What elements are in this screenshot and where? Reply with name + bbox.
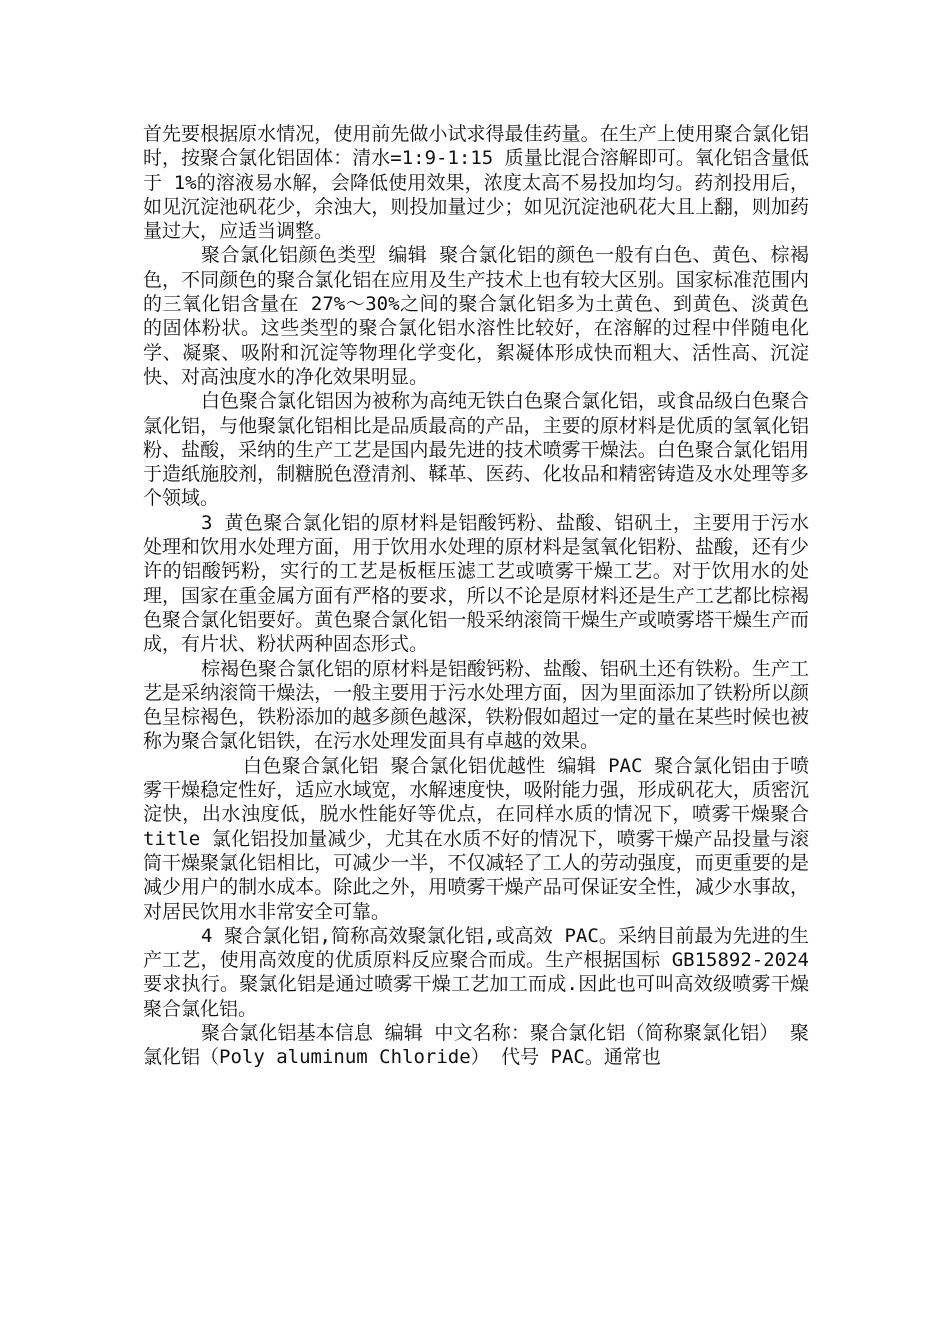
paragraph-dosage: 首先要根据原水情况，使用前先做小试求得最佳药量。在生产上使用聚合氯化铝时，按聚合氯化铝固体：清水=1:9-1:15 质量比混合溶解即可。氧化铝含量低于 1%的溶液易水解，会降低使用效果，浓度太高不易投加均匀。药剂投用后，如见沉淀池矾花少，余浊大，则投加量过少；如见沉淀池矾花大且上翻，则加药量过大，应适当调整。 [143, 123, 809, 243]
paragraph-basic-info: 聚合氯化铝基本信息 编辑 中文名称：聚合氯化铝（简称聚氯化铝） 聚氯化铝（Poly aluminum Chloride） 代号 PAC。通常也 [143, 1021, 809, 1069]
paragraph-white-pac: 白色聚合氯化铝因为被称为高纯无铁白色聚合氯化铝，或食品级白色聚合氯化铝，与他聚氯化铝相比是品质最高的产品，主要的原材料是优质的氢氧化铝粉、盐酸，采纳的生产工艺是国内最先进的技术喷雾干燥法。白色聚合氯化铝用于造纸施胶剂，制糖脱色澄清剂、鞣革、医药、化妆品和精密铸造及水处理等多个领域。 [143, 390, 810, 510]
paragraph-color-types: 聚合氯化铝颜色类型 编辑 聚合氯化铝的颜色一般有白色、黄色、棕褐色，不同颜色的聚合氯化铝在应用及生产技术上也有较大区别。国家标准范围内的三氧化铝含量在 27%～30%之间的聚合氯化铝多为土黄色、到黄色、淡黄色的固体粉状。这些类型的聚合氯化铝水溶性比较好，在溶解的过程中伴随电化学、凝聚、吸附和沉淀等物理化学变化，絮凝体形成快而粗大、活性高、沉淀快、对高浊度水的净化效果明显。 [143, 244, 809, 388]
paragraph-advantages: 白色聚合氯化铝 聚合氯化铝优越性 编辑 PAC 聚合氯化铝由于喷雾干燥稳定性好，适应水域宽，水解速度快，吸附能力强，形成矾花大，质密沉淀快，出水浊度低，脱水性能好等优点，在同样水质的情况下，喷雾干燥聚合 title 氯化铝投加量减少，尤其在水质不好的情况下，喷雾干燥产品投量与滚筒干燥聚氯化铝相比，可减少一半，不仅减轻了工人的劳动强度，而更重要的是减少用户的制水成本。除此之外，用喷雾干燥产品可保证安全性，减少水事故，对居民饮用水非常安全可靠。 [143, 754, 809, 923]
paragraph-yellow-pac: 3 黄色聚合氯化铝的原材料是铝酸钙粉、盐酸、铝矾土，主要用于污水处理和饮用水处理方面，用于饮用水处理的原材料是氢氧化铝粉、盐酸，还有少许的铝酸钙粉，实行的工艺是板框压滤工艺或喷雾干燥工艺。对于饮用水的处理，国家在重金属方面有严格的要求，所以不论是原材料还是生产工艺都比棕褐色聚合氯化铝要好。黄色聚合氯化铝一般采纳滚筒干燥生产或喷雾塔干燥生产而成，有片状、粉状两种固态形式。 [143, 511, 809, 656]
paragraph-high-efficiency-pac: 4 聚合氯化铝,简称高效聚氯化铝,或高效 PAC。采纳目前最为先进的生产工艺，使用高效度的优质原料反应聚合而成。生产根据国标 GB15892-2024 要求执行。聚氯化铝是通过喷雾干燥工艺加工而成.因此也可叫高效级喷雾干燥聚合氯化铝。 [143, 924, 809, 1020]
document-body [143, 122, 809, 1070]
paragraph-brown-pac: 棕褐色聚合氯化铝的原材料是铝酸钙粉、盐酸、铝矾土还有铁粉。生产工艺是采纳滚筒干燥法，一般主要用于污水处理方面，因为里面添加了铁粉所以颜色呈棕褐色，铁粉添加的越多颜色越深，铁粉假如超过一定的量在某些时候也被称为聚合氯化铝铁，在污水处理发面具有卓越的效果。 [143, 657, 810, 753]
